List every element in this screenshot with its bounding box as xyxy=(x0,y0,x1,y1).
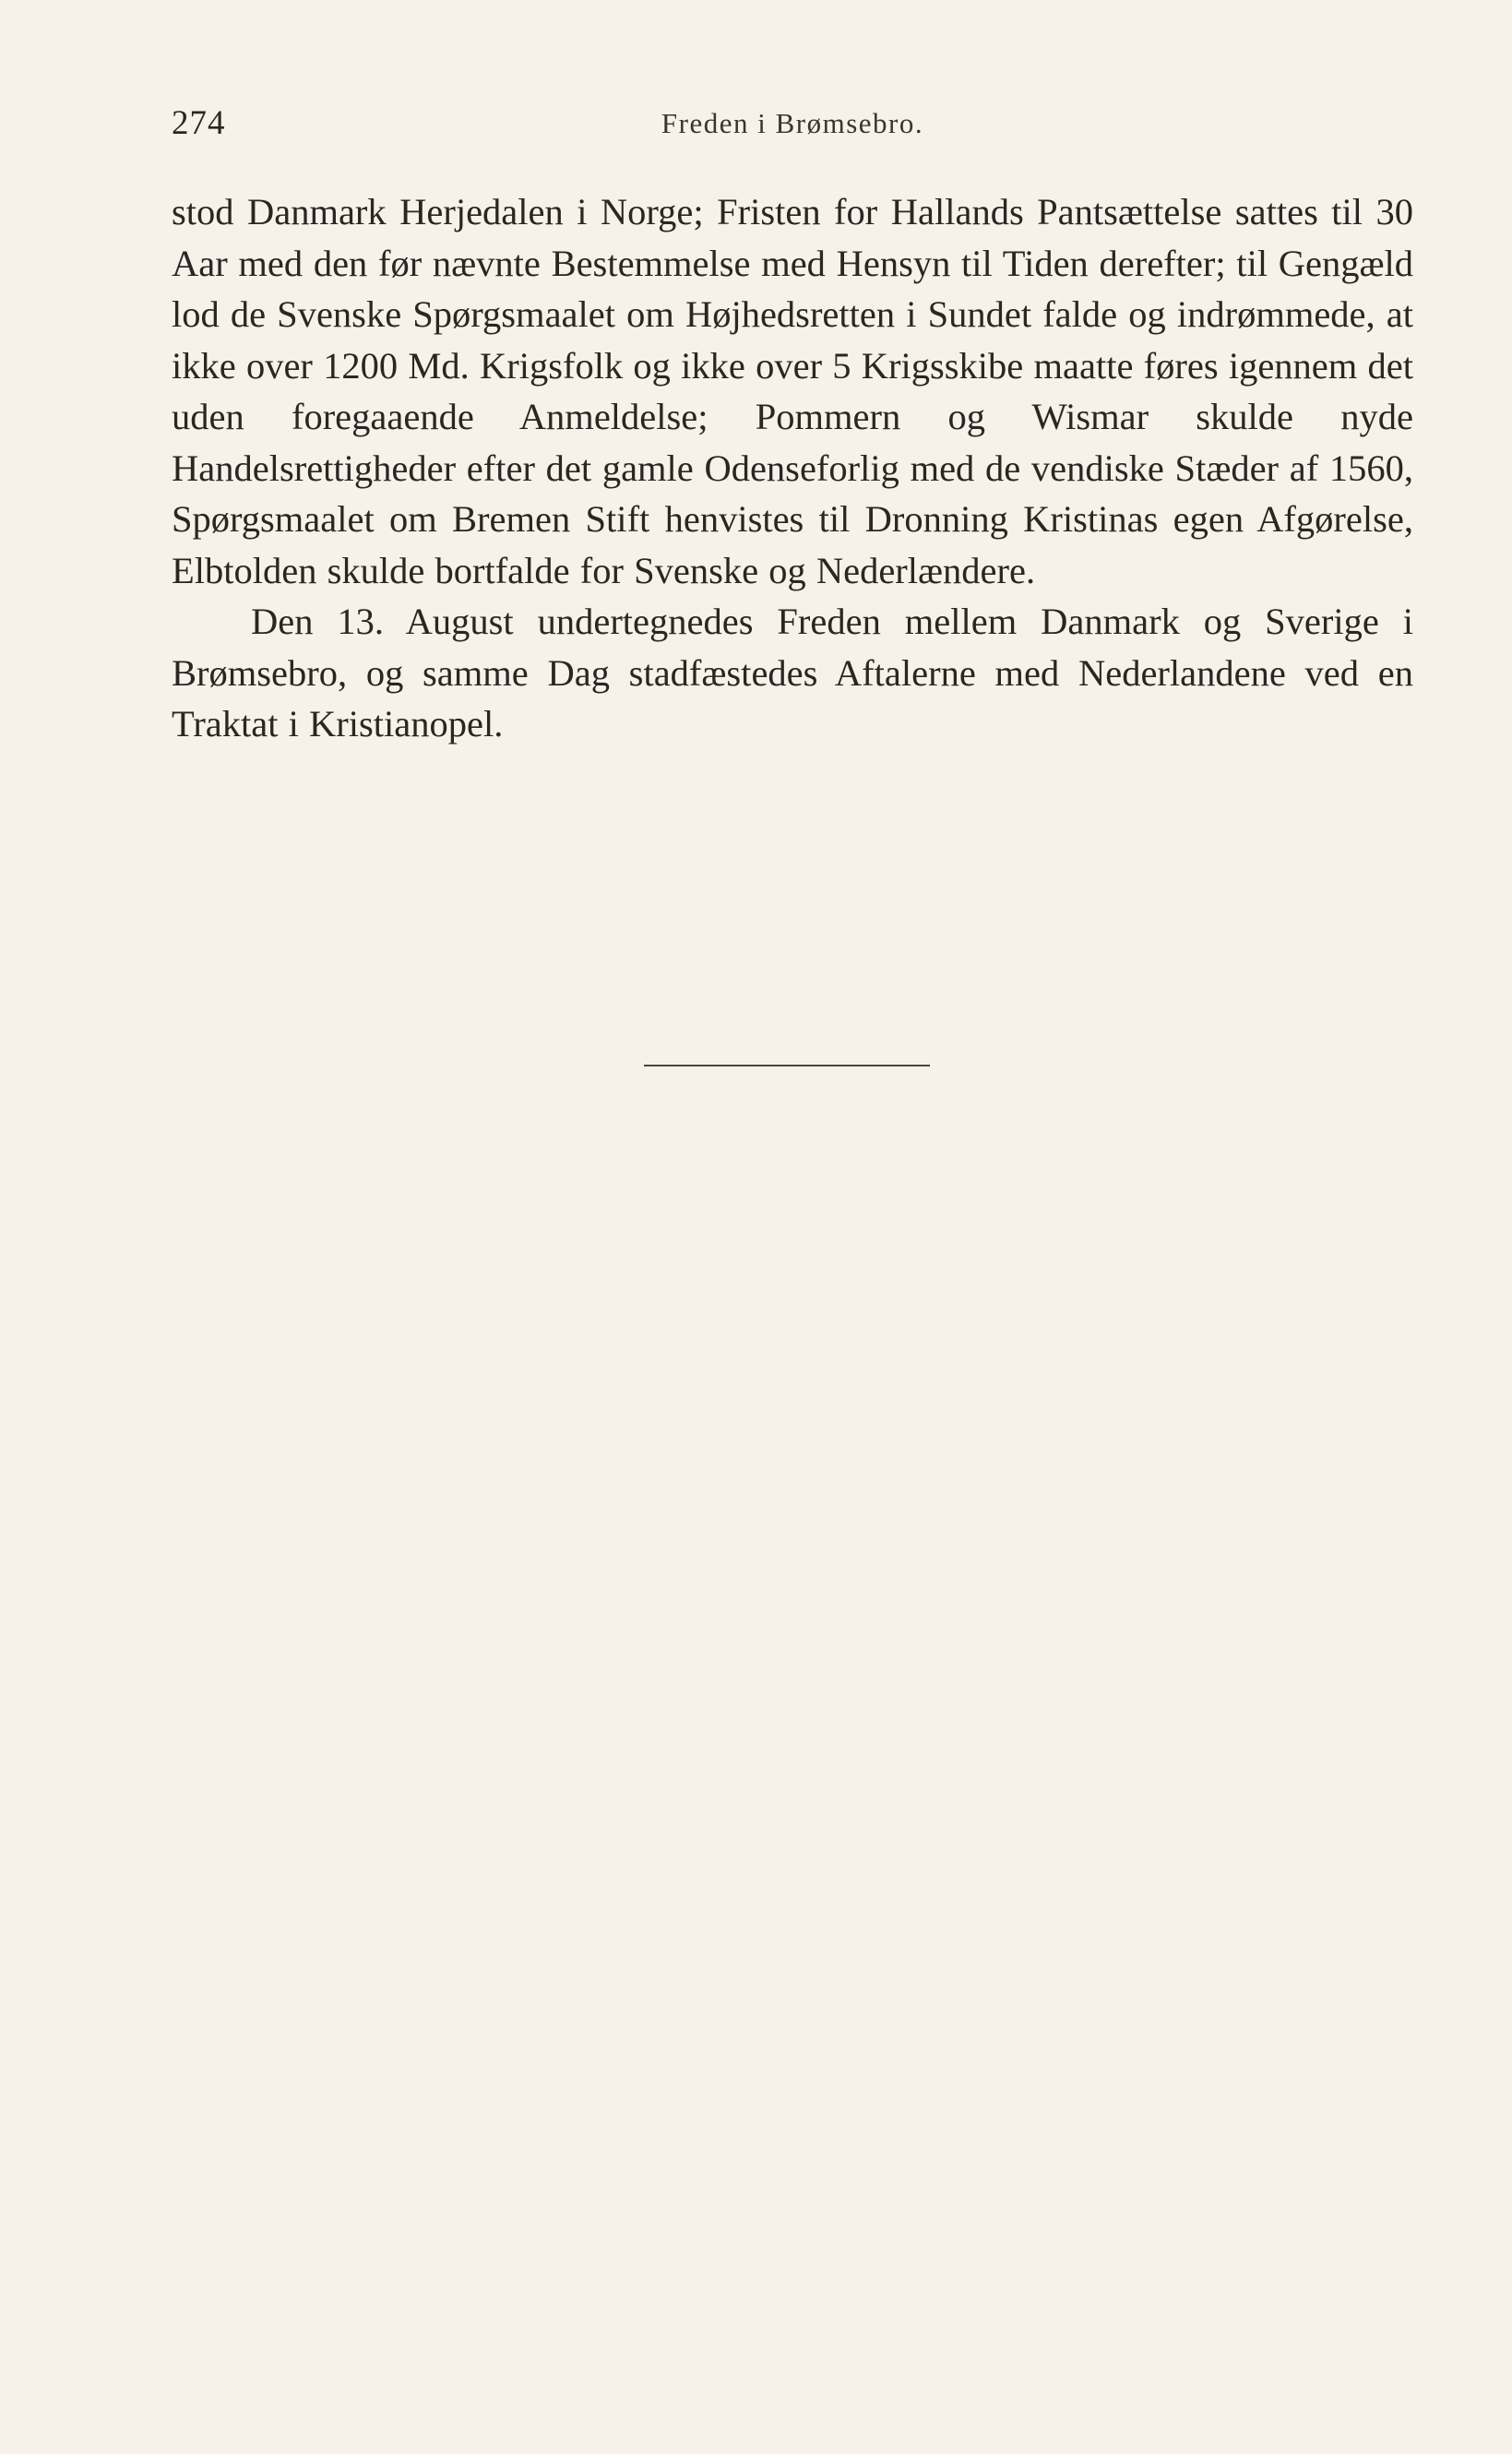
running-title: Freden i Brømsebro. xyxy=(661,107,924,139)
body-text xyxy=(172,186,1413,750)
paragraph-2: Den 13. August undertegnedes Freden mellem Danmark og Sverige i Brømsebro, og samme Dag stadfæstedes Aftalerne med Nederlandene ved en Traktat i Kristianopel. xyxy=(172,601,1413,745)
paragraph-1: stod Danmark Herjedalen i Norge; Fristen for Hallands Pantsættelse sattes til 30 Aar med den før nævnte Bestemmelse med Hensyn til Tiden derefter; til Gengæld lod de Svenske Spørgsmaalet om Højhedsretten i Sundet falde og indrømmede, at ikke over 1200 Md. Krigsfolk og ikke over 5 Krigsskibe maatte føres igennem det uden foregaaende Anmeldelse; Pommern og Wismar skulde nyde Handelsrettigheder efter det gamle Odenseforlig med de vendiske Stæder af 1560, Spørgsmaalet om Bremen Stift henvistes til Dronning Kristinas egen Afgørelse, Elbtolden skulde bortfalde for Svenske og Nederlændere. xyxy=(172,191,1413,591)
section-divider xyxy=(644,1065,930,1066)
page-number: 274 xyxy=(172,104,226,142)
running-head xyxy=(172,103,1413,149)
